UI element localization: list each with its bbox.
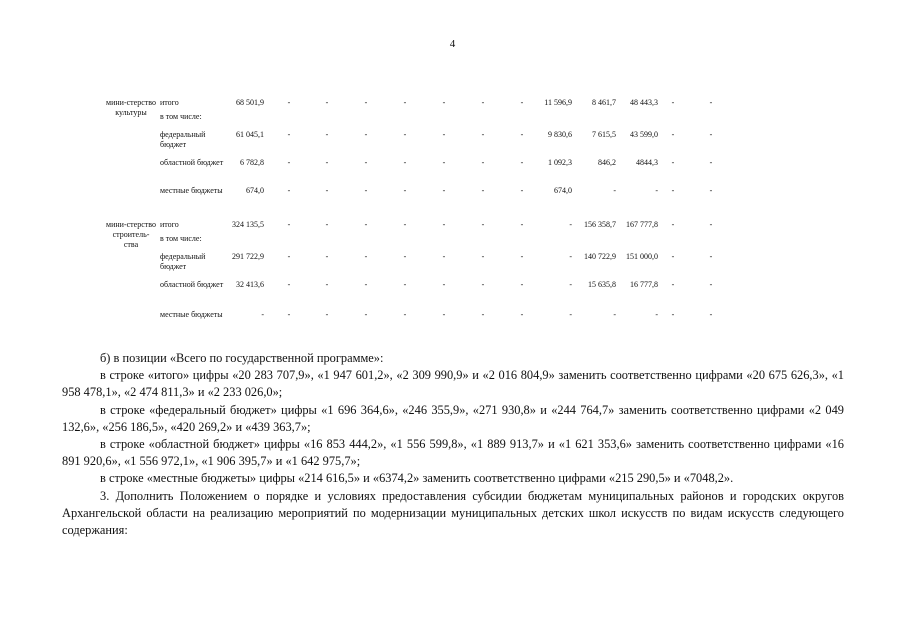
empty-cell: - <box>403 186 407 195</box>
empty-cell: - <box>520 98 524 107</box>
value-cell: - <box>709 98 713 107</box>
empty-cell: - <box>442 98 446 107</box>
paragraph: 3. Дополнить Положением о порядке и условиях предоставления субсидии бюджетам муниципальных районов и городских округов Архангельской области на реализацию мероприятий по модернизации муниципальных детских школ искусств по видам искусств следующего содержания: <box>62 488 844 538</box>
value-cell: 16 777,8 <box>630 280 658 289</box>
empty-cell: - <box>520 158 524 167</box>
value-cell: - <box>709 280 713 289</box>
empty-cell: - <box>364 252 368 261</box>
empty-cell: - <box>481 98 485 107</box>
empty-cell: - <box>442 252 446 261</box>
value-cell: - <box>671 280 675 289</box>
value-cell: - <box>671 310 675 319</box>
empty-cell: - <box>364 98 368 107</box>
value-cell: - <box>709 158 713 167</box>
value-cell: 167 777,8 <box>626 220 658 229</box>
value-cell: - <box>671 220 675 229</box>
empty-cell: - <box>403 158 407 167</box>
value-cell: - <box>671 130 675 139</box>
total-cell: 291 722,9 <box>232 252 264 261</box>
empty-cell: - <box>287 280 291 289</box>
value-cell: 15 635,8 <box>588 280 616 289</box>
total-cell: 6 782,8 <box>240 158 264 167</box>
empty-cell: - <box>364 310 368 319</box>
empty-cell: - <box>520 130 524 139</box>
empty-cell: - <box>442 130 446 139</box>
empty-cell: - <box>481 220 485 229</box>
value-cell: - <box>709 186 713 195</box>
total-cell: - <box>261 310 264 319</box>
empty-cell: - <box>442 280 446 289</box>
empty-cell: - <box>325 130 329 139</box>
empty-cell: - <box>481 280 485 289</box>
value-cell: - <box>671 158 675 167</box>
body-text <box>62 350 844 539</box>
row-label: итого <box>160 220 179 229</box>
value-cell: - <box>569 280 572 289</box>
value-cell: 7 615,5 <box>592 130 616 139</box>
row-label: местные бюджеты <box>160 310 223 319</box>
value-cell: - <box>709 252 713 261</box>
row-label: федеральный бюджет <box>160 252 206 271</box>
value-cell: 4844,3 <box>636 158 658 167</box>
value-cell: - <box>569 220 572 229</box>
empty-cell: - <box>364 130 368 139</box>
row-label: в том числе: <box>160 112 202 121</box>
total-cell: 324 135,5 <box>232 220 264 229</box>
empty-cell: - <box>287 130 291 139</box>
value-cell: 8 461,7 <box>592 98 616 107</box>
value-cell: 151 000,0 <box>626 252 658 261</box>
department-cell: мини-стерство культуры <box>106 98 156 117</box>
value-cell: 48 443,3 <box>630 98 658 107</box>
paragraph: в строке «местные бюджеты» цифры «214 616,5» и «6374,2» заменить соответственно цифрами «215 290,5» и «7048,2». <box>100 471 734 486</box>
empty-cell: - <box>325 98 329 107</box>
row-label: областной бюджет <box>160 158 224 167</box>
empty-cell: - <box>520 310 524 319</box>
empty-cell: - <box>520 186 524 195</box>
empty-cell: - <box>287 220 291 229</box>
empty-cell: - <box>481 310 485 319</box>
row-label: областной бюджет <box>160 280 224 289</box>
empty-cell: - <box>325 186 329 195</box>
value-cell: - <box>709 220 713 229</box>
empty-cell: - <box>403 310 407 319</box>
value-cell: 846,2 <box>598 158 616 167</box>
row-label: федеральный бюджет <box>160 130 206 149</box>
row-label: в том числе: <box>160 234 202 243</box>
value-cell: - <box>671 252 675 261</box>
empty-cell: - <box>325 310 329 319</box>
total-cell: 68 501,9 <box>236 98 264 107</box>
empty-cell: - <box>481 186 485 195</box>
paragraph: в строке «федеральный бюджет» цифры «1 696 364,6», «246 355,9», «271 930,8» и «244 764,7» заменить соответственно цифрами «2 049 132,6», «256 186,5», «420 269,2» и «439 363,7»; <box>62 402 844 434</box>
total-cell: 674,0 <box>246 186 264 195</box>
value-cell: 1 092,3 <box>548 158 572 167</box>
value-cell: 43 599,0 <box>630 130 658 139</box>
value-cell: 140 722,9 <box>584 252 616 261</box>
value-cell: - <box>709 310 713 319</box>
empty-cell: - <box>287 252 291 261</box>
empty-cell: - <box>325 252 329 261</box>
value-cell: - <box>569 310 572 319</box>
value-cell: - <box>709 130 713 139</box>
empty-cell: - <box>364 280 368 289</box>
value-cell: 674,0 <box>554 186 572 195</box>
paragraph: в строке «итого» цифры «20 283 707,9», «1 947 601,2», «2 309 990,9» и «2 016 804,9» заменить соответственно цифрами «20 675 626,3», «1 958 478,1», «2 474 811,3» и «2 233 026,0»; <box>62 368 844 400</box>
empty-cell: - <box>287 98 291 107</box>
empty-cell: - <box>442 220 446 229</box>
value-cell: - <box>613 310 616 319</box>
paragraph: в строке «областной бюджет» цифры «16 853 444,2», «1 556 599,8», «1 889 913,7» и «1 621 353,6» заменить соответственно цифрами «16 891 920,6», «1 556 972,1», «1 906 395,7» и «1 642 975,7»; <box>62 437 844 469</box>
empty-cell: - <box>403 130 407 139</box>
value-cell: - <box>671 186 675 195</box>
empty-cell: - <box>403 98 407 107</box>
value-cell: - <box>655 310 658 319</box>
paragraph: б) в позиции «Всего по государственной программе»: <box>100 351 384 365</box>
empty-cell: - <box>287 310 291 319</box>
empty-cell: - <box>287 186 291 195</box>
empty-cell: - <box>403 252 407 261</box>
empty-cell: - <box>287 158 291 167</box>
empty-cell: - <box>364 186 368 195</box>
empty-cell: - <box>481 252 485 261</box>
empty-cell: - <box>325 280 329 289</box>
empty-cell: - <box>403 280 407 289</box>
row-label: итого <box>160 98 179 107</box>
row-label: местные бюджеты <box>160 186 223 195</box>
empty-cell: - <box>442 310 446 319</box>
empty-cell: - <box>442 158 446 167</box>
empty-cell: - <box>520 220 524 229</box>
total-cell: 32 413,6 <box>236 280 264 289</box>
value-cell: 9 830,6 <box>548 130 572 139</box>
page-number: 4 <box>449 38 456 50</box>
empty-cell: - <box>481 130 485 139</box>
value-cell: - <box>671 98 675 107</box>
empty-cell: - <box>403 220 407 229</box>
value-cell: 11 596,9 <box>544 98 572 107</box>
value-cell: - <box>569 252 572 261</box>
empty-cell: - <box>364 158 368 167</box>
empty-cell: - <box>442 186 446 195</box>
empty-cell: - <box>325 220 329 229</box>
empty-cell: - <box>520 280 524 289</box>
empty-cell: - <box>481 158 485 167</box>
empty-cell: - <box>325 158 329 167</box>
value-cell: 156 358,7 <box>584 220 616 229</box>
value-cell: - <box>655 186 658 195</box>
budget-table <box>106 98 726 338</box>
total-cell: 61 045,1 <box>236 130 264 139</box>
empty-cell: - <box>520 252 524 261</box>
value-cell: - <box>613 186 616 195</box>
empty-cell: - <box>364 220 368 229</box>
department-cell: мини-стерство строитель-ства <box>106 220 156 249</box>
